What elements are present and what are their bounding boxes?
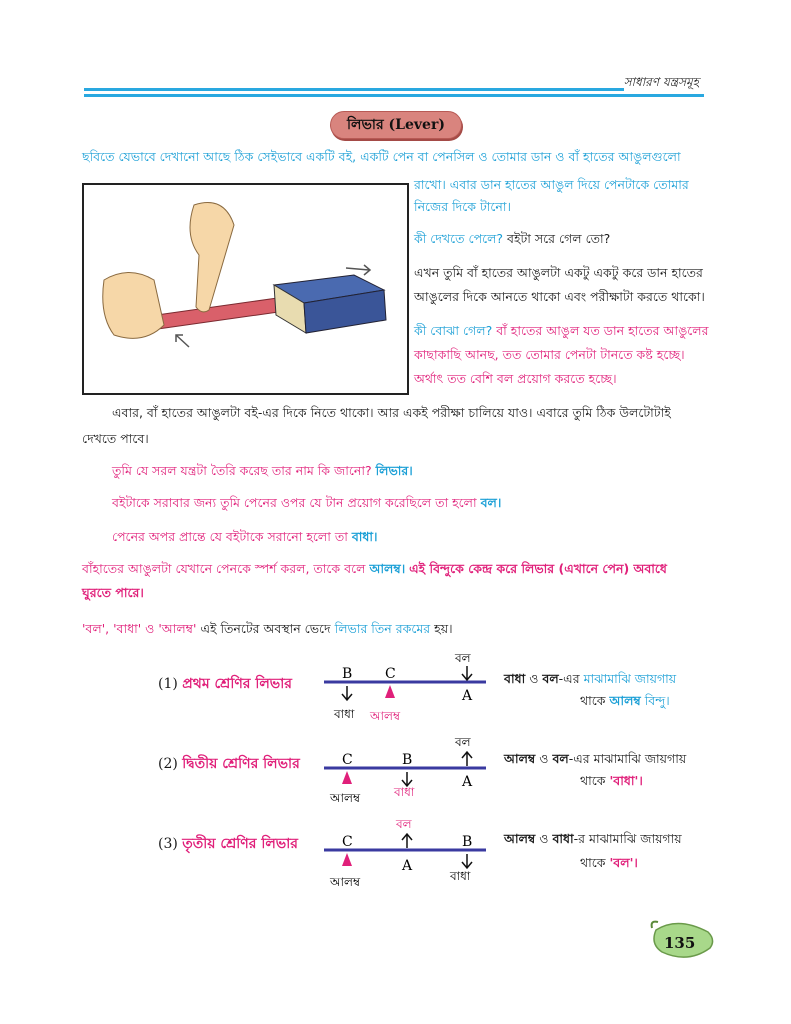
lever-3-diagram [320,814,490,894]
hand-pen-book-illustration [84,185,407,393]
lever-1-label: (1) প্রথম শ্রেণির লিভার [158,676,292,692]
lever-3-label: (3) তৃতীয় শ্রেণির লিভার [158,836,298,852]
lever-3-fulcrum [342,853,352,866]
intro-line-2: রাখো। এবার ডান হাতের আঙুল দিয়ে পেনটাকে তোমার [414,177,689,192]
lever-3-force-label: বল [396,817,412,831]
lever-3-left-letter: C [342,834,353,850]
lever-2-left-letter: C [342,752,353,768]
fulcrum-definition-line-1: বাঁহাতের আঙুলটা যেখানে পেনকে স্পর্শ করল, তাকে বলে আলম্ব। এই বিন্দুকে কেন্দ্র করে লিভার (এখানে পেন) অবাধে [82,561,667,576]
lever-2-mid-letter: B [402,752,413,768]
q2-line-2: কাছাকাছি আনছ, তত তোমার পেনটা টানতে কষ্ট হচ্ছে। [414,347,685,362]
intro-line-3: নিজের দিকে টানো। [414,199,511,214]
lever-2-fulcrum-label: আলম্ব [330,791,361,805]
para2-line-2: আঙুলের দিকে আনতে থাকো এবং পরীক্ষাটা করতে থাকো। [414,289,705,304]
header-rule-top [84,88,624,91]
lever-2-label: (2) দ্বিতীয় শ্রেণির লিভার [158,756,300,772]
illustration-frame [82,183,409,395]
lever-1-fulcrum-label: আলম্ব [370,709,401,723]
fact-lever-name: তুমি যে সরল যন্ত্রটা তৈরি করেছ তার নাম কি জানো? লিভার। [112,463,413,478]
chapter-title: সাধারণ যন্ত্রসমূহ [623,75,699,89]
header-rule-bottom [84,94,704,97]
fact-load: পেনের অপর প্রান্তে যে বইটাকে সরানো হলো তা বাধা। [112,529,378,544]
lever-3-load-label: বাধা [450,869,471,883]
para3-line-1: এবার, বাঁ হাতের আঙুলটা বই-এর দিকে নিতে থাকো। আর একই পরীক্ষা চালিয়ে যাও। এবারে তুমি ঠিক উলটোটাই [112,405,671,420]
lever-1-mid-letter: C [385,666,396,682]
page-number-leaf-icon [648,918,718,964]
lever-3-right-letter: B [462,834,473,850]
para2-line-1: এখন তুমি বাঁ হাতের আঙুলটা একটু একটু করে ডান হাতের [414,265,703,280]
section-title: লিভার (Lever) [330,111,462,139]
lever-1-load-arrow [342,686,352,700]
lever-3-desc-line-2: থাকে 'বল'। [580,855,638,870]
lever-3-desc-line-1: আলম্ব ও বাধা-র মাঝামাঝি জায়গায় [504,831,682,846]
lever-1-diagram [320,648,490,728]
lever-1-desc-line-2: থাকে আলম্ব বিন্দু। [580,693,670,708]
fulcrum-definition-line-2: ঘুরতে পারে। [82,585,144,600]
lever-3-mid-letter: A [402,858,413,874]
question-2: কী বোঝা গেল? বাঁ হাতের আঙুল যত ডান হাতের আঙুলের [414,323,709,338]
lever-2-diagram [320,732,490,812]
lever-2-load-label: বাধা [394,785,415,799]
q2-line-3: অর্থাৎ তত বেশি বল প্রয়োগ করতে হচ্ছে। [414,371,617,386]
lever-1-right-letter: A [462,688,473,704]
lever-2-fulcrum [342,771,352,784]
page-number: 135 [664,934,696,952]
lever-2-right-letter: A [462,774,473,790]
lever-1-force-arrow [462,666,472,680]
lever-1-load-label: বাধা [334,707,355,721]
lever-1-force-label: বল [455,651,471,665]
lever-2-load-arrow [402,772,412,786]
lever-1-fulcrum [385,685,395,698]
lever-2-desc-line-1: আলম্ব ও বল-এর মাঝামাঝি জায়গায় [504,751,687,766]
lever-3-force-arrow [402,834,412,848]
intro-line-1: ছবিতে যেভাবে দেখানো আছে ঠিক সেইভাবে একটি বই, একটি পেন বা পেনসিল ও তোমার ডান ও বাঁ হাতের আঙুলগুলো [82,149,681,164]
lever-3-load-arrow [462,854,472,868]
fact-force: বইটাকে সরাবার জন্য তুমি পেনের ওপর যে টান প্রয়োগ করেছিলে তা হলো বল। [112,495,502,510]
lever-2-force-label: বল [455,735,471,749]
lever-types-intro: 'বল', 'বাধা' ও 'আলম্ব' এই তিনটের অবস্থান ভেদে লিভার তিন রকমের হয়। [82,621,453,636]
lever-2-desc-line-2: থাকে 'বাধা'। [580,773,643,788]
lever-3-fulcrum-label: আলম্ব [330,875,361,889]
para3-line-2: দেখতে পাবে। [82,431,149,446]
question-1: কী দেখতে পেলে? বইটা সরে গেল তো? [414,231,611,246]
lever-2-force-arrow [462,752,472,766]
lever-1-left-letter: B [342,666,353,682]
lever-1-desc-line-1: বাধা ও বল-এর মাঝামাঝি জায়গায় [504,671,677,686]
